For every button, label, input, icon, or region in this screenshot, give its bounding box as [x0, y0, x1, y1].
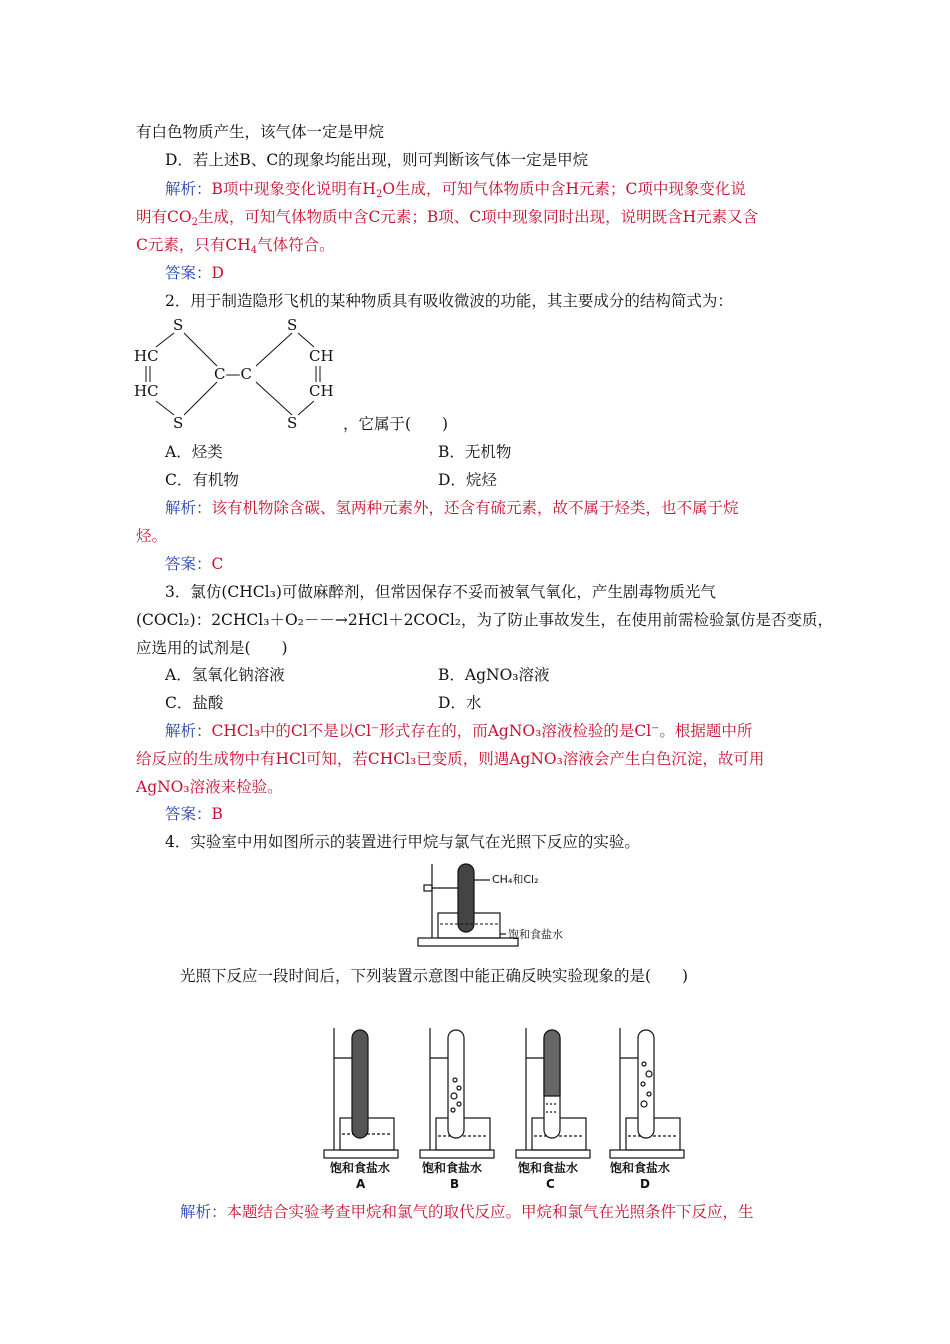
option-c-apparatus — [516, 1028, 590, 1158]
option-b-letter: B — [450, 1177, 460, 1191]
q4-stem: 4．实验室中用如图所示的装置进行甲烷与氯气在光照下反应的实验。 — [165, 833, 640, 851]
atom-ch-lower-right: CH — [309, 382, 334, 400]
option-d-caption: 饱和食盐水 — [610, 1161, 671, 1175]
q2-analysis-line1: 解析：该有机物除含碳、氢两种元素外，还含有硫元素，故不属于烃类，也不属于烷 — [165, 499, 739, 517]
gas-label: CH₄和Cl₂ — [492, 873, 539, 886]
structural-formula — [132, 316, 342, 434]
atom-hc-upper-left: HC — [134, 347, 159, 365]
q3-stem-line1: 3．氯仿(CHCl₃)可做麻醉剂，但常因保存不妥而被氧气氧化，产生剧毒物质光气 — [165, 583, 716, 601]
option-c-letter: C — [546, 1177, 555, 1191]
option-a-apparatus — [324, 1028, 398, 1158]
q3-analysis-line2: 给反应的生成物中有HCl可知，若CHCl₃已变质，则遇AgNO₃溶液会产生白色沉淀，故可用 — [136, 750, 765, 768]
atom-s-bottom-right: S — [287, 414, 298, 432]
q3-option-b: B．AgNO₃溶液 — [438, 666, 550, 684]
q2-analysis-line2: 烃。 — [136, 527, 168, 545]
option-b-caption: 饱和食盐水 — [422, 1161, 483, 1175]
option-d-apparatus — [610, 1028, 684, 1158]
q1-answer: 答案：D — [165, 264, 224, 282]
q4-analysis-line1: 解析：本题结合实验考查甲烷和氯气的取代反应。甲烷和氯气在光照条件下反应，生 — [180, 1203, 754, 1221]
q2-tail: ，它属于( ) — [343, 415, 449, 433]
q1-analysis-line2: 明有$CO_2$生成，可知气体物质中含C元素；B项、C项中现象同时出现，说明既含H元素又含 — [136, 208, 759, 228]
atom-ch-upper-right: CH — [309, 347, 334, 365]
answer-options-figure — [318, 1018, 708, 1194]
option-a-caption: 饱和食盐水 — [330, 1161, 391, 1175]
q1-option-c-cont: 有白色物质产生，该气体一定是甲烷 — [136, 123, 385, 141]
q2-option-c: C．有机物 — [165, 471, 239, 489]
q3-option-a: A．氢氧化钠溶液 — [165, 666, 285, 684]
q2-option-d: D．烷烃 — [438, 471, 497, 489]
atom-s-top-right: S — [287, 316, 298, 334]
experiment-apparatus-figure — [410, 858, 600, 950]
analysis-label: 解析： — [165, 180, 212, 198]
option-d-letter: D — [640, 1177, 650, 1191]
liquid-label: 饱和食盐水 — [508, 928, 563, 941]
q3-analysis-line1: 解析：CHCl₃中的Cl不是以Cl⁻形式存在的，而AgNO₃溶液检验的是Cl⁻。根据题中所 — [165, 722, 753, 740]
q1-option-d: D．若上述B、C的现象均能出现，则可判断该气体一定是甲烷 — [165, 151, 589, 169]
q2-option-a: A．烃类 — [165, 443, 223, 461]
q2-option-b: B．无机物 — [438, 443, 512, 461]
q3-stem-line3: 应选用的试剂是( ) — [136, 639, 288, 657]
q3-stem-line2: (COCl₂)：2CHCl₃＋O₂－－→2HCl＋2COCl₂，为了防止事故发生，在使用前需检验氯仿是否变质， — [136, 611, 834, 629]
q1-analysis-line1: 解析：B项中现象变化说明有$H_2O$生成，可知气体物质中含H元素；C项中现象变化说 — [165, 180, 746, 200]
option-b-apparatus — [420, 1028, 494, 1158]
q4-question: 光照下反应一段时间后，下列装置示意图中能正确反映实验现象的是( ) — [180, 967, 689, 985]
q2-answer: 答案：C — [165, 555, 224, 573]
atom-s-bottom-left: S — [173, 414, 184, 432]
q2-stem: 2．用于制造隐形飞机的某种物质具有吸收微波的功能，其主要成分的结构简式为： — [165, 292, 733, 310]
atom-hc-lower-left: HC — [134, 382, 159, 400]
atom-c-c-center: C—C — [214, 365, 252, 383]
option-c-caption: 饱和食盐水 — [518, 1161, 579, 1175]
q3-option-d: D．水 — [438, 694, 482, 712]
q1-analysis-line3: C元素，只有$CH_4$气体符合。 — [136, 236, 335, 256]
q3-option-c: C．盐酸 — [165, 694, 224, 712]
q3-answer: 答案：B — [165, 805, 223, 823]
option-a-letter: A — [356, 1177, 366, 1191]
q3-analysis-line3: AgNO₃溶液来检验。 — [136, 778, 283, 796]
atom-s-top-left: S — [173, 316, 184, 334]
